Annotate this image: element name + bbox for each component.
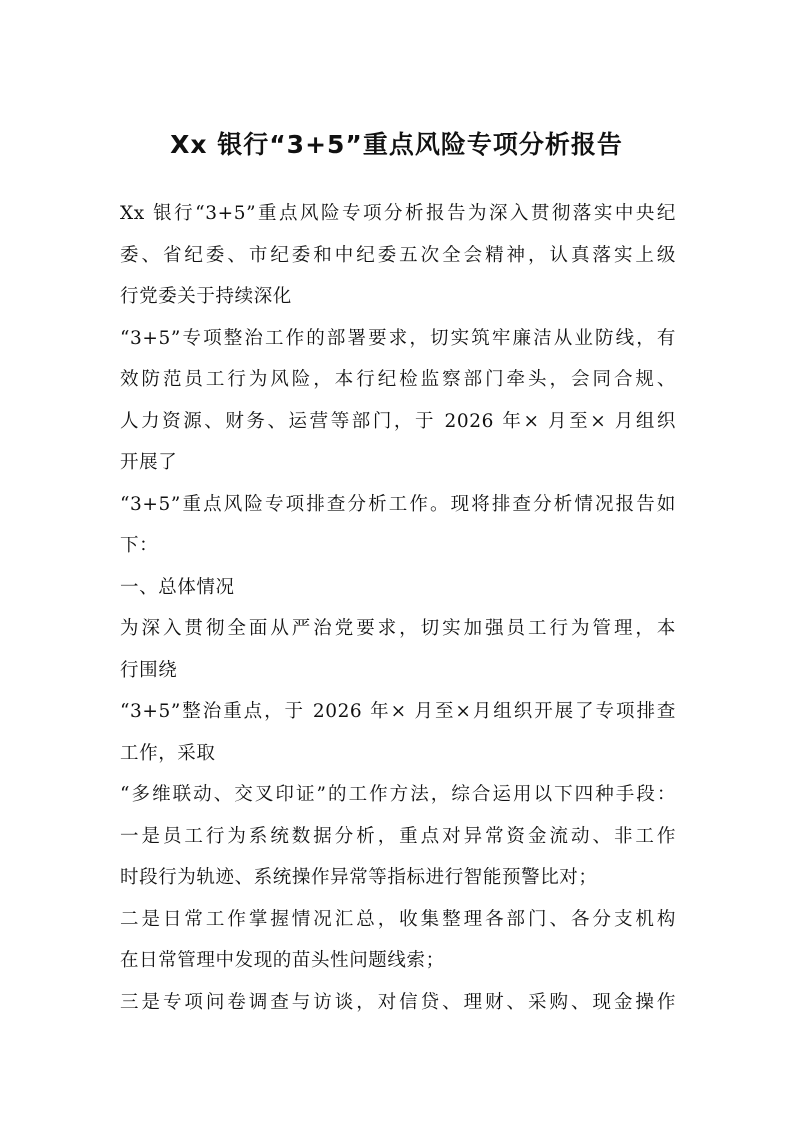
body-line: 在日常管理中发现的苗头性问题线索； [120,950,445,971]
body-line: 一是员工行为系统数据分析，重点对异常资金流动、非工作 [120,825,676,847]
body-line: “3+5”重点风险专项排查分析工作。现将排查分析情况报告如 [120,493,676,515]
body-line: 委、省纪委、市纪委和中纪委五次全会精神，认真落实上级 [120,244,676,266]
body-line: 工作，采取 [120,742,216,764]
body-line: 三是专项问卷调查与访谈，对信贷、理财、采购、现金操作 [120,991,676,1013]
body-line: “3+5”专项整治工作的部署要求，切实筑牢廉洁从业防线，有 [120,327,676,349]
body-line: 行围绕 [120,659,178,681]
body-line: 二是日常工作掌握情况汇总，收集整理各部门、各分支机构 [120,908,676,930]
body-line: 开展了 [120,452,178,473]
body-line: 行党委关于持续深化 [120,286,292,307]
document-title: Xx 银行“3+5”重点风险专项分析报告 [170,130,623,159]
body-line: 下： [120,535,159,556]
section-heading: 一、总体情况 [120,576,235,598]
body-line: “3+5”整治重点，于 2026 年× 月至×月组织开展了专项排查 [120,701,676,722]
body-line: 效防范员工行为风险，本行纪检监察部门牵头，会同合规、 [120,369,676,390]
body-line: 人力资源、财务、运营等部门，于 2026 年× 月至× 月组织 [120,410,676,432]
body-line: Xx 银行“3+5”重点风险专项分析报告为深入贯彻落实中央纪 [120,203,676,224]
body-line: 为深入贯彻全面从严治党要求，切实加强员工行为管理，本 [120,618,676,639]
body-line: “多维联动、交叉印证”的工作方法，综合运用以下四种手段： [120,784,676,805]
body-line: 时段行为轨迹、系统操作异常等指标进行智能预警比对； [120,867,598,888]
document-body [120,193,676,1023]
